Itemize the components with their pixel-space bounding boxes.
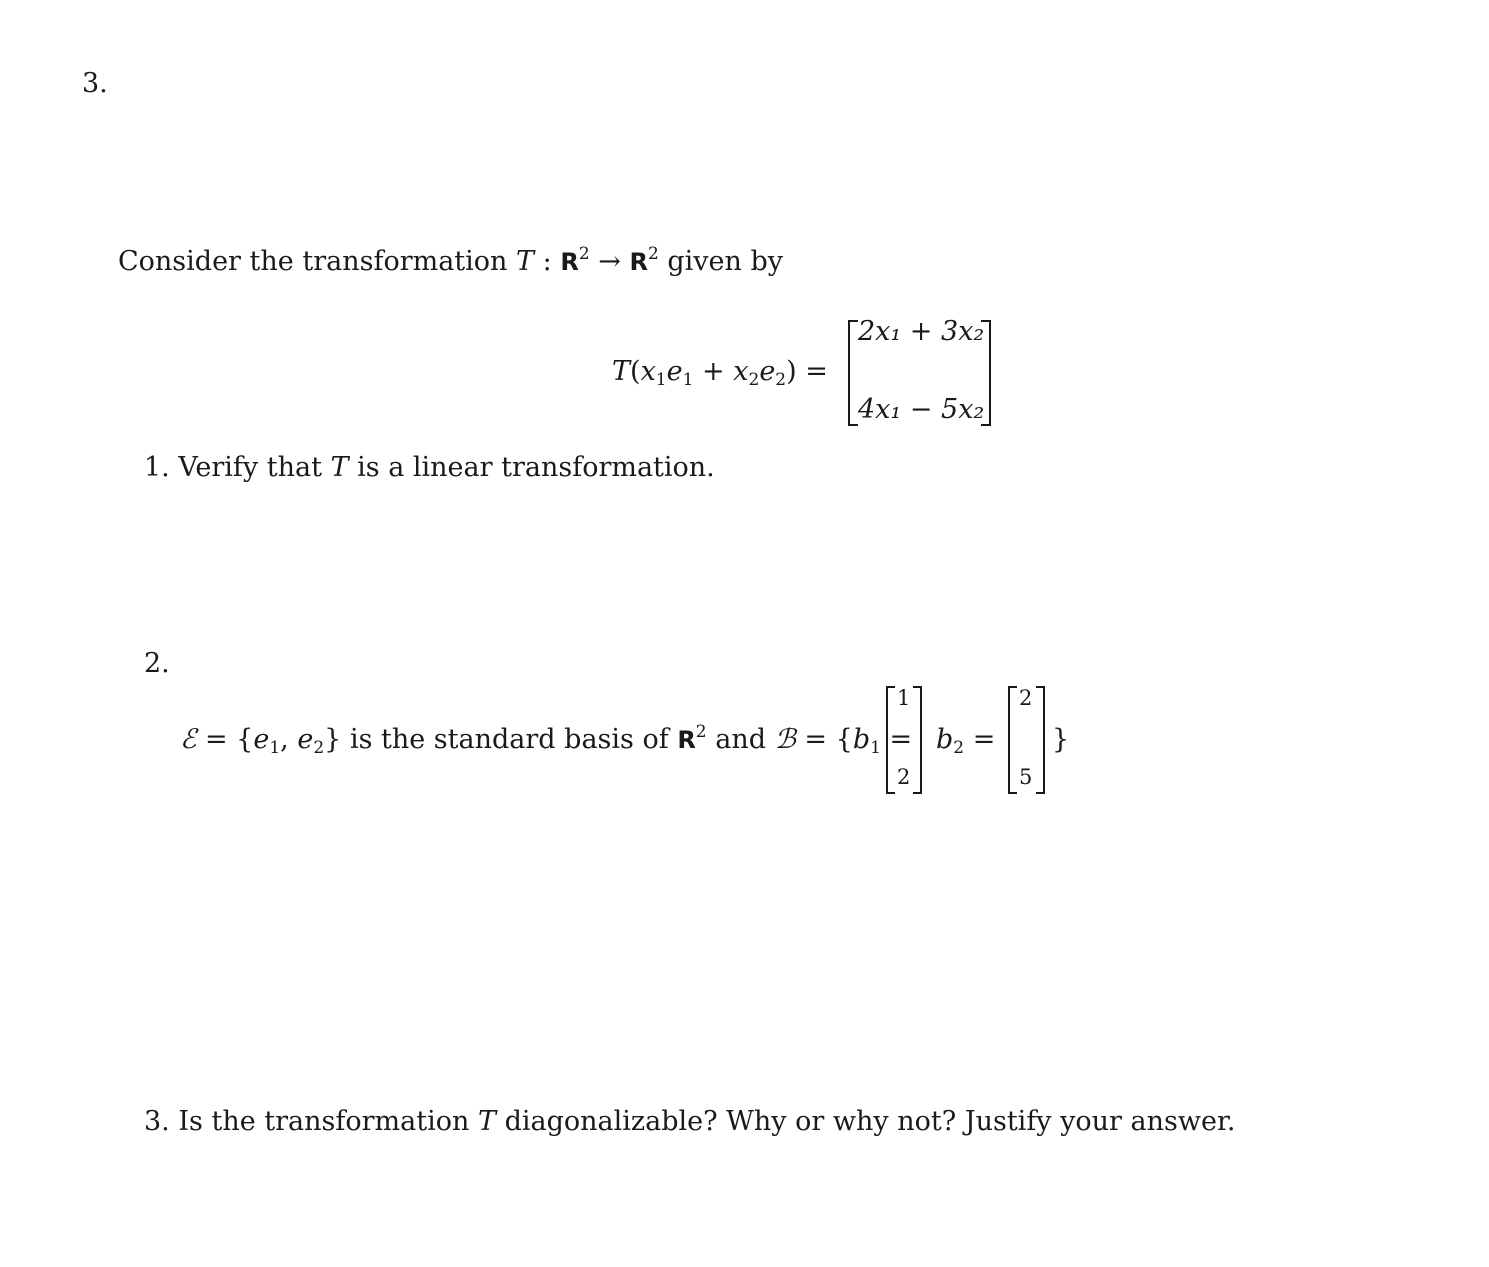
part2-eq1: = { <box>204 724 254 755</box>
part2-e2-sub: 2 <box>313 738 325 758</box>
def-x1: x <box>640 356 656 387</box>
b2-bottom-entry: 5 <box>1019 765 1033 789</box>
b1-bottom-entry: 2 <box>897 765 911 789</box>
intro-given-by: given by <box>667 246 784 277</box>
def-matrix-left-bracket <box>848 320 858 426</box>
part1-text-b: is a linear transformation. <box>357 452 715 483</box>
part1-text-a: Verify that <box>178 452 322 483</box>
part3-text-b: diagonalizable? Why or why not? Justify your answer. <box>504 1106 1236 1137</box>
part2-e1-sub: 1 <box>269 738 281 758</box>
intro-exp-codomain: 2 <box>647 244 659 264</box>
part3-number: 3. <box>144 1106 170 1137</box>
intro-line <box>118 244 784 277</box>
def-equals: = <box>805 356 828 387</box>
part1-number: 1. <box>144 452 170 483</box>
def-e2: e <box>759 356 776 387</box>
part2-b1: b <box>852 724 871 755</box>
part2-eq4: = <box>972 724 996 755</box>
def-open: ( <box>630 356 641 387</box>
part2-statement <box>180 722 913 758</box>
part2-R: R <box>677 726 696 754</box>
part3-T: T <box>477 1106 496 1137</box>
part2-close1: } <box>324 724 342 755</box>
part3 <box>144 1108 1236 1135</box>
def-plus: + <box>702 356 725 387</box>
b2-right-bracket <box>1036 686 1045 794</box>
intro-arrow: → <box>598 246 621 277</box>
def-e1: e <box>666 356 683 387</box>
b2-left-bracket <box>1008 686 1017 794</box>
definition-lhs <box>612 356 828 390</box>
part2-b1-sub: 1 <box>870 738 881 758</box>
def-x2-sub: 2 <box>748 370 760 390</box>
def-e2-sub: 2 <box>775 370 787 390</box>
def-matrix-row2: 4x₁ − 5x₂ <box>858 394 985 425</box>
b2-label <box>936 724 996 758</box>
def-e1-sub: 1 <box>682 370 694 390</box>
b2-top-entry: 2 <box>1019 686 1033 710</box>
intro-T: T <box>516 246 535 277</box>
problem-number: 3. <box>82 68 108 99</box>
part2-close2: } <box>1052 724 1070 755</box>
part2-b2-sub: 2 <box>953 738 965 758</box>
intro-consider: Consider the transformation <box>118 246 508 277</box>
part2-R-exp: 2 <box>695 722 707 742</box>
b1-right-bracket <box>913 686 922 794</box>
part2-text-a: is the standard basis of <box>349 724 669 755</box>
def-x2: x <box>733 356 749 387</box>
part2-B-symbol: ℬ <box>774 724 796 755</box>
part2-eq2: = { <box>804 724 853 755</box>
part2-and: and <box>715 724 766 755</box>
intro-R-codomain: R <box>629 248 648 276</box>
intro-colon: : <box>542 246 552 277</box>
part2-comma: , <box>280 724 289 755</box>
intro-exp-domain: 2 <box>578 244 590 264</box>
part2-e1: e <box>253 724 270 755</box>
part2-number: 2. <box>144 648 170 679</box>
def-x1-sub: 1 <box>655 370 667 390</box>
part3-text-a: Is the transformation <box>178 1106 470 1137</box>
part2-eq3: = <box>889 724 913 755</box>
def-close: ) <box>786 356 797 387</box>
part2-b2: b <box>936 724 954 755</box>
b1-left-bracket <box>886 686 895 794</box>
part1-T: T <box>330 452 349 483</box>
intro-R-domain: R <box>560 248 579 276</box>
part1 <box>144 454 715 481</box>
part2-E-symbol: ℰ <box>180 724 197 755</box>
def-T: T <box>612 356 631 387</box>
part2-e2: e <box>297 724 314 755</box>
def-matrix-row1: 2x₁ + 3x₂ <box>858 316 985 347</box>
b1-top-entry: 1 <box>897 686 911 710</box>
